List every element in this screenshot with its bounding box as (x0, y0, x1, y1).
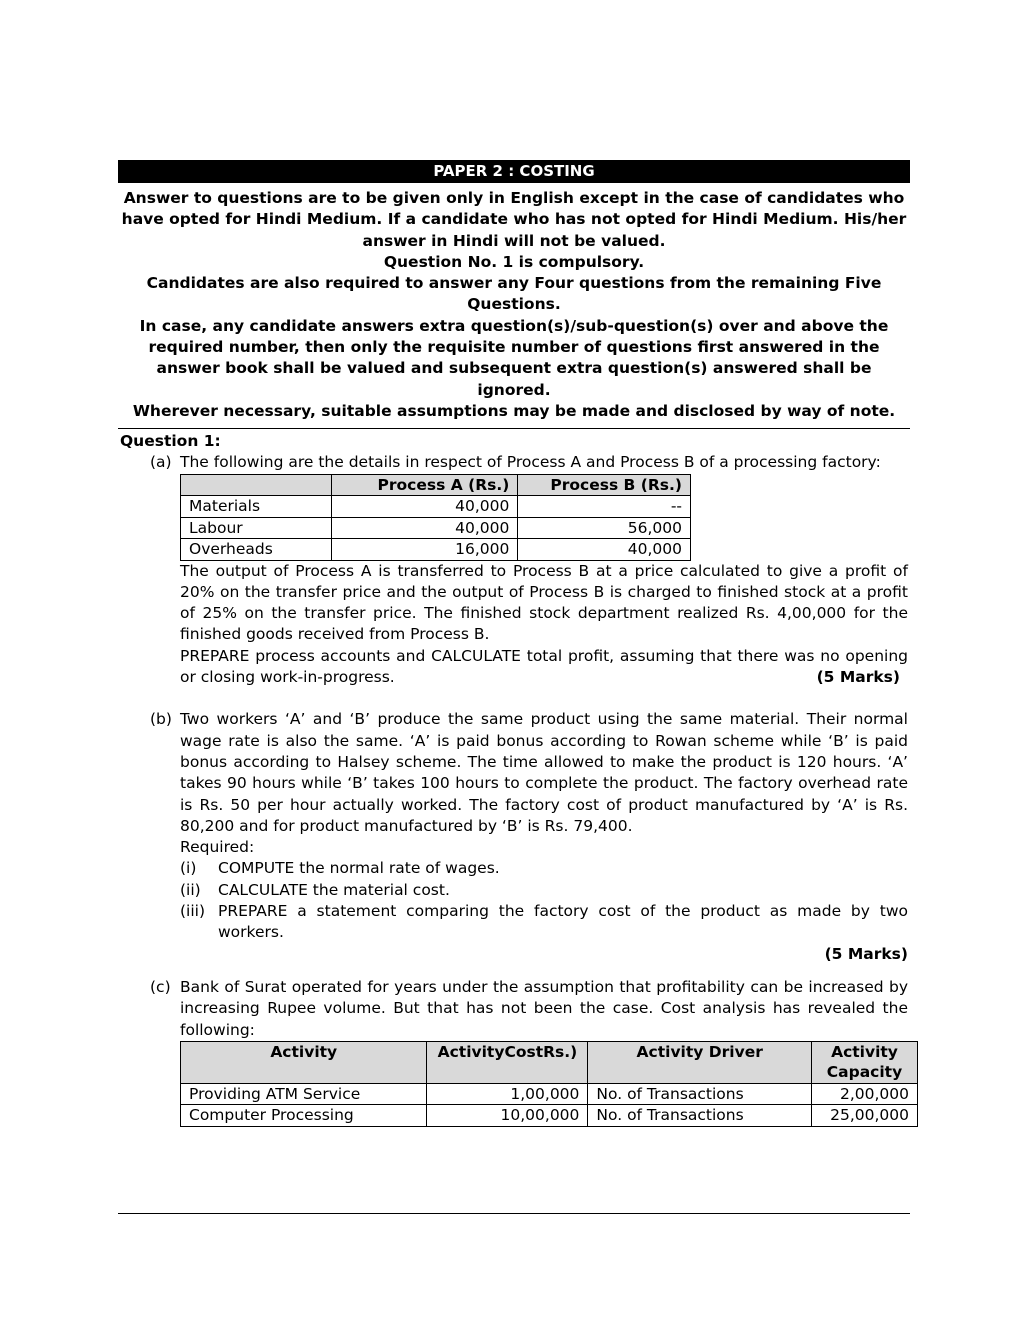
table-cell: 40,000 (518, 539, 691, 561)
table-row (181, 1083, 918, 1105)
table-header-cell: ActivityCostRs.) (427, 1041, 588, 1083)
question-1a (118, 452, 908, 688)
table-cell: Providing ATM Service (181, 1083, 427, 1105)
instruction-language: Answer to questions are to be given only in English except in the case of candidates who have opted for Hindi Medium. If a candidate who has not opted for Hindi Medium. His/her answer in Hindi will not be valued. (121, 189, 907, 250)
table-cell: 10,00,000 (427, 1105, 588, 1127)
table-row (181, 496, 691, 518)
table-cell: 1,00,000 (427, 1083, 588, 1105)
part-b-text: Two workers ‘A’ and ‘B’ produce the same product using the same material. Their normal wage rate is also the same. ‘A’ is paid bonus according to Rowan scheme while ‘B’ is paid bonus according to Halsey scheme. The time allowed to make the product is 120 hours. ‘A’ takes 90 hours while ‘B’ takes 100 hours to complete the product. The factory overhead rate is Rs. 50 per hour actually worked. The factory cost of product manufactured by ‘A’ is Rs. 80,200 and for product manufactured by ‘B’ is Rs. 79,400. (180, 710, 908, 835)
part-b-item-i (180, 858, 908, 879)
table-cell: Labour (181, 517, 332, 539)
table-cell: Materials (181, 496, 332, 518)
part-a-label: (a) (150, 453, 172, 472)
part-a-paragraph-1: The output of Process A is transferred to Process B at a price calculated to give a profit of 20% on the transfer price and the output of Process B is charged to finished stock at a profit of 25% on the transfer price. The finished stock department realized Rs. 4,00,000 for the finished goods received from Process B. (180, 561, 908, 644)
table-cell: 40,000 (331, 517, 518, 539)
process-cost-table (180, 474, 691, 561)
table-cell: 25,00,000 (812, 1105, 918, 1127)
part-b-item-iii (180, 901, 908, 944)
item-text: CALCULATE the material cost. (218, 880, 450, 899)
table-header-row (181, 1041, 918, 1083)
part-b-label: (b) (150, 710, 172, 729)
table-cell: Overheads (181, 539, 332, 561)
question-paper-page (118, 160, 910, 1127)
table-cell: 2,00,000 (812, 1083, 918, 1105)
part-b-required: Required: (180, 838, 255, 857)
table-row (181, 517, 691, 539)
table-header-cell: Process A (Rs.) (331, 474, 518, 496)
question-1-heading: Question 1: (120, 432, 221, 451)
item-label: (iii) (180, 902, 206, 921)
part-c-label: (c) (150, 977, 171, 996)
table-row (181, 1105, 918, 1127)
table-cell: No. of Transactions (588, 1105, 812, 1127)
part-a-intro: The following are the details in respect of Process A and Process B of a processing factory: (180, 453, 881, 472)
instructions-block (118, 188, 910, 429)
question-1c (118, 977, 908, 1127)
table-header-cell: Activity Driver (588, 1041, 812, 1083)
part-b-item-ii (180, 880, 908, 901)
table-cell: Computer Processing (181, 1105, 427, 1127)
item-label: (i) (180, 859, 197, 878)
page-bottom-rule (118, 1213, 910, 1214)
item-text: PREPARE a statement comparing the factory cost of the product as made by two workers. (218, 902, 908, 942)
part-b-marks: (5 Marks) (824, 944, 908, 963)
part-a-marks: (5 Marks) (816, 668, 900, 687)
table-cell: 16,000 (331, 539, 518, 561)
activity-cost-table (180, 1041, 918, 1127)
part-c-text: Bank of Surat operated for years under the assumption that profitability can be increased by increasing Rupee volume. But that has not been the case. Cost analysis has revealed the following: (180, 977, 908, 1039)
table-cell: 40,000 (331, 496, 518, 518)
table-header-cell: Activity Capacity (812, 1041, 918, 1083)
instruction-assumptions: Wherever necessary, suitable assumptions may be made and disclosed by way of note. (132, 401, 896, 420)
instruction-answer-four: Candidates are also required to answer any Four questions from the remaining Five Questions. (146, 274, 882, 314)
table-cell: No. of Transactions (588, 1083, 812, 1105)
part-a-instruction: PREPARE process accounts and CALCULATE total profit, assuming that there was no opening or closing work-in-progress. (180, 646, 908, 687)
question-1b (118, 709, 908, 965)
item-label: (ii) (180, 880, 201, 899)
instruction-compulsory: Question No. 1 is compulsory. (383, 252, 645, 271)
item-text: COMPUTE the normal rate of wages. (218, 859, 500, 878)
table-cell: -- (518, 496, 691, 518)
instruction-extra-questions: In case, any candidate answers extra question(s)/sub-question(s) over and above the required number, then only the requisite number of questions first answered in the answer book shall be valued and subsequent extra question(s) answered shall be ignored. (139, 316, 889, 399)
table-header-cell: Activity (181, 1041, 427, 1083)
table-header-cell: Process B (Rs.) (518, 474, 691, 496)
table-header-cell (181, 474, 332, 496)
table-row (181, 539, 691, 561)
table-cell: 56,000 (518, 517, 691, 539)
table-header-row (181, 474, 691, 496)
paper-title: PAPER 2 : COSTING (118, 160, 910, 183)
